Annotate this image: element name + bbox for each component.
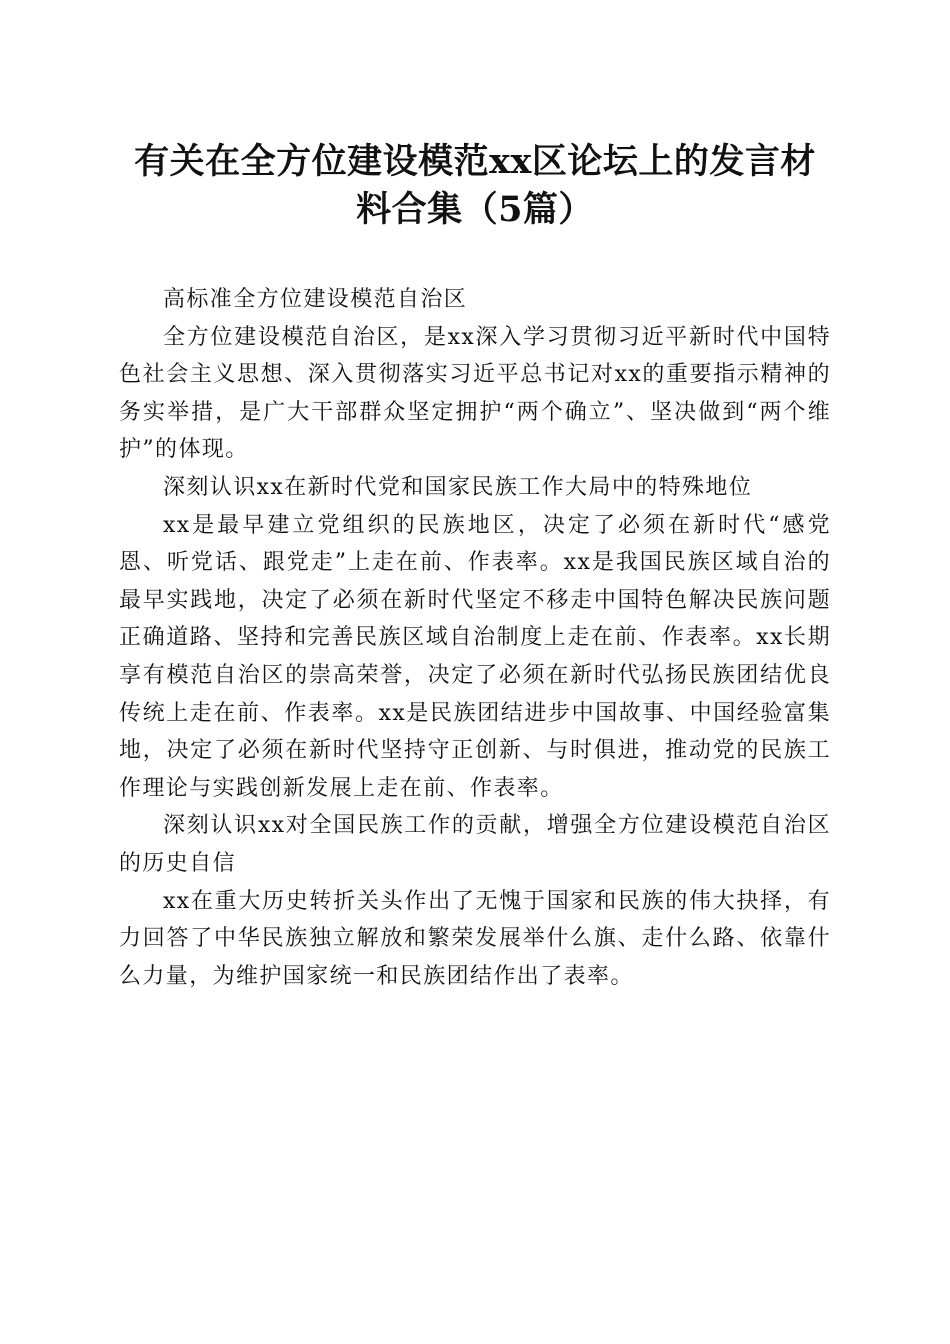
paragraph-3: xx在重大历史转折关头作出了无愧于国家和民族的伟大抉择，有力回答了中华民族独立解放和繁荣发展举什么旗、走什么路、依靠什么力量，为维护国家统一和民族团结作出了表率。	[119, 888, 831, 989]
paragraph-1: 全方位建设模范自治区，是xx深入学习贯彻习近平新时代中国特色社会主义思想、深入贯彻落实习近平总书记对xx的重要指示精神的务实举措，是广大干部群众坚定拥护“两个确立”、坚决做到“两个维护”的体现。	[119, 324, 831, 463]
section-heading-3: 深刻认识xx对全国民族工作的贡献，增强全方位建设模范自治区的历史自信	[119, 813, 831, 876]
document-title	[110, 138, 840, 234]
document-body	[119, 281, 831, 995]
title-line-1: 有关在全方位建设模范xx区论坛上的发言材	[134, 141, 816, 182]
section-heading-1: 高标准全方位建设模范自治区	[163, 287, 468, 312]
section-heading-2: 深刻认识xx在新时代党和国家民族工作大局中的特殊地位	[163, 474, 753, 500]
title-line-2: 料合集（5篇）	[356, 189, 594, 230]
paragraph-2: xx是最早建立党组织的民族地区，决定了必须在新时代“感党恩、听党话、跟党走”上走在前、作表率。xx是我国民族区域自治的最早实践地，决定了必须在新时代坚定不移走中国特色解决民族问题正确道路、坚持和完善民族区域自治制度上走在前、作表率。xx长期享有模范自治区的崇高荣誉，决定了必须在新时代弘扬民族团结优良传统上走在前、作表率。xx是民族团结进步中国故事、中国经验富集地，决定了必须在新时代坚持守正创新、与时俱进，推动党的民族工作理论与实践创新发展上走在前、作表率。	[119, 512, 831, 801]
